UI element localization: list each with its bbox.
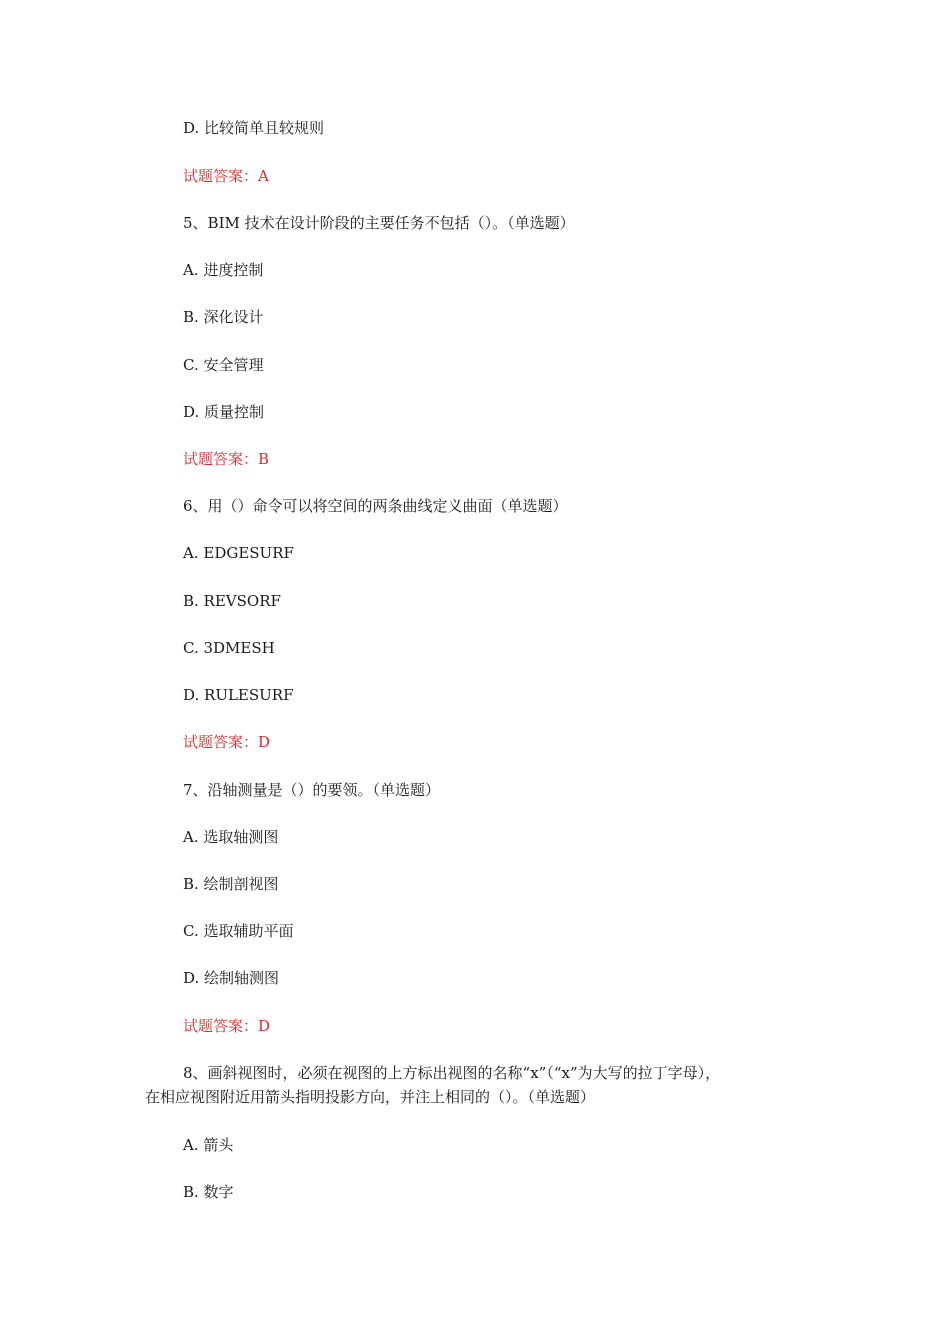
q5-answer: 试题答案：B [183,450,270,468]
q7-option-a: A. 选取轴测图 [183,828,279,846]
q6-option-d: D. RULESURF [183,686,294,704]
q6-option-c: C. 3DMESH [183,639,275,657]
q6-question: 6、用（）命令可以将空间的两条曲线定义曲面（单选题） [183,497,568,515]
q4-answer: 试题答案：A [183,167,269,185]
q6-option-b: B. REVSORF [183,592,281,610]
q7-option-c: C. 选取辅助平面 [183,922,294,940]
q8-option-a: A. 箭头 [183,1136,234,1154]
q5-question: 5、BIM 技术在设计阶段的主要任务不包括（）。（单选题） [183,214,575,232]
q8-question-line2: 在相应视图附近用箭头指明投影方向，并注上相同的（）。（单选题） [145,1088,596,1106]
q5-option-c: C. 安全管理 [183,356,264,374]
q5-option-d: D. 质量控制 [183,403,265,421]
q7-answer: 试题答案：D [183,1017,271,1035]
q7-question: 7、沿轴测量是（）的要领。（单选题） [183,781,441,799]
q5-option-a: A. 进度控制 [183,261,264,279]
q5-option-b: B. 深化设计 [183,308,264,326]
q8-option-b: B. 数字 [183,1183,234,1201]
q7-option-b: B. 绘制剖视图 [183,875,279,893]
q6-option-a: A. EDGESURF [183,544,294,562]
q6-answer: 试题答案：D [183,733,271,751]
q4-option-d: D. 比较简单且较规则 [183,119,325,137]
q8-question-line1: 8、画斜视图时，必须在视图的上方标出视图的名称“x”（“x”为大写的拉丁字母）， [183,1064,721,1082]
q7-option-d: D. 绘制轴测图 [183,969,280,987]
